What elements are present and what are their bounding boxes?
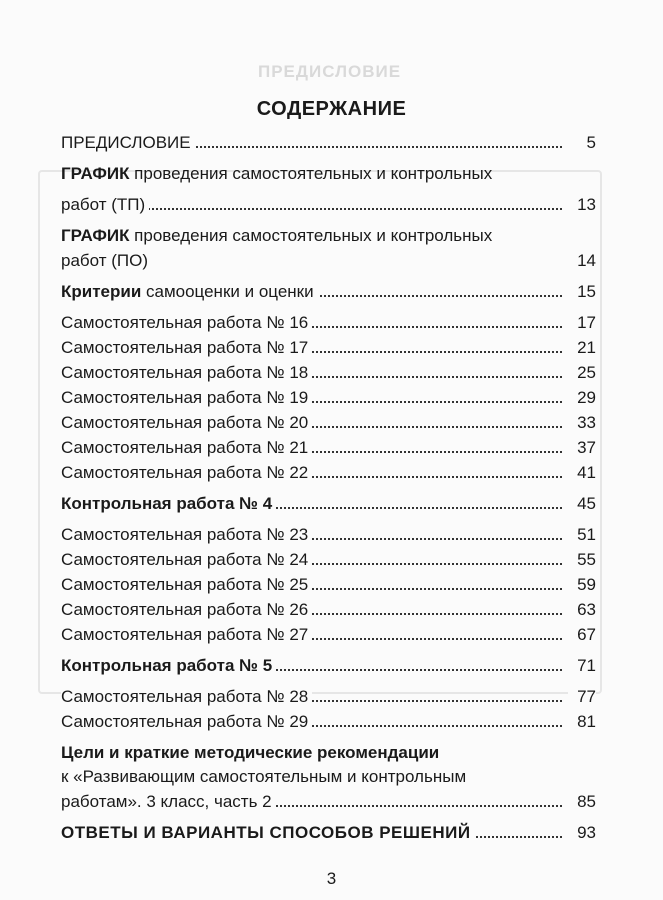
entry-label: Самостоятельная работа № 27: [61, 625, 312, 644]
toc-entry[interactable]: [61, 820, 596, 845]
toc-entry[interactable]: [61, 522, 596, 547]
entry-label: Самостоятельная работа № 21: [61, 438, 312, 457]
entry-page: 51: [568, 522, 596, 547]
entry-label: ПРЕДИСЛОВИЕ: [61, 133, 195, 152]
entry-label: Самостоятельная работа № 25: [61, 575, 312, 594]
entry-label-bold: ГРАФИК: [61, 226, 130, 245]
entry-page: 14: [568, 248, 596, 273]
toc-entry[interactable]: [61, 435, 596, 460]
toc-entry[interactable]: [61, 740, 596, 814]
entry-page: 15: [568, 279, 596, 304]
entry-label: Самостоятельная работа № 29: [61, 712, 312, 731]
toc-entry[interactable]: [61, 161, 596, 217]
toc-entry[interactable]: [61, 709, 596, 734]
entry-label: Самостоятельная работа № 23: [61, 525, 312, 544]
entry-label: Самостоятельная работа № 16: [61, 313, 312, 332]
entry-page: 63: [568, 597, 596, 622]
entry-page: 67: [568, 622, 596, 647]
toc-entry[interactable]: [61, 547, 596, 572]
toc-entry[interactable]: [61, 491, 596, 516]
toc-entry[interactable]: [61, 572, 596, 597]
entry-label-line3: работам». 3 класс, часть 2: [61, 792, 276, 811]
entry-page: 33: [568, 410, 596, 435]
entry-label: Самостоятельная работа № 18: [61, 363, 312, 382]
entry-label-bold: ГРАФИК: [61, 164, 130, 183]
entry-label: Контрольная работа № 4: [61, 494, 276, 513]
toc-entry[interactable]: [61, 410, 596, 435]
toc-entry[interactable]: [61, 460, 596, 485]
entry-label: Самостоятельная работа № 24: [61, 550, 312, 569]
entry-label: Самостоятельная работа № 19: [61, 388, 312, 407]
entry-label-bold: Цели и краткие методические рекомендации: [61, 743, 440, 762]
entry-page: 21: [568, 335, 596, 360]
entry-page: 45: [568, 491, 596, 516]
table-of-contents: [61, 130, 596, 845]
toc-entry[interactable]: [61, 310, 596, 335]
entry-label: Самостоятельная работа № 22: [61, 463, 312, 482]
toc-entry[interactable]: [61, 684, 596, 709]
entry-label: Самостоятельная работа № 20: [61, 413, 312, 432]
entry-page: 37: [568, 435, 596, 460]
toc-entry[interactable]: [61, 653, 596, 678]
entry-label-bold: Критерии: [61, 282, 142, 301]
entry-page: 41: [568, 460, 596, 485]
entry-page: 25: [568, 360, 596, 385]
entry-page: 81: [568, 709, 596, 734]
toc-entry[interactable]: [61, 223, 596, 273]
entry-page: 93: [568, 820, 596, 845]
entry-page: 77: [568, 684, 596, 709]
toc-entry[interactable]: [61, 360, 596, 385]
entry-label: Самостоятельная работа № 26: [61, 600, 312, 619]
toc-entry[interactable]: [61, 622, 596, 647]
entry-label: Самостоятельная работа № 17: [61, 338, 312, 357]
entry-page: 13: [568, 192, 596, 217]
toc-entry[interactable]: [61, 385, 596, 410]
entry-label: проведения самостоятельных и контрольных: [129, 164, 493, 183]
toc-entry[interactable]: [61, 597, 596, 622]
entry-page: 85: [568, 789, 596, 814]
toc-entry[interactable]: [61, 279, 596, 304]
entry-page: 59: [568, 572, 596, 597]
entry-page: 29: [568, 385, 596, 410]
entry-page: 71: [568, 653, 596, 678]
bleed-through-heading: ПРЕДИСЛОВИЕ: [258, 62, 402, 81]
entry-label: проведения самостоятельных и контрольных: [129, 226, 493, 245]
entry-label: Самостоятельная работа № 28: [61, 687, 312, 706]
entry-page: 17: [568, 310, 596, 335]
toc-entry[interactable]: [61, 130, 596, 155]
entry-label: ОТВЕТЫ И ВАРИАНТЫ СПОСОБОВ РЕШЕНИЙ: [61, 823, 475, 842]
entry-label-line2: к «Развивающим самостоятельным и контрольным: [61, 767, 467, 786]
entry-label-line2: работ (ТП): [61, 195, 149, 214]
entry-label: самооценки и оценки: [141, 282, 314, 301]
entry-label: Контрольная работа № 5: [61, 656, 276, 675]
toc-entry[interactable]: [61, 335, 596, 360]
page-number: 3: [326, 869, 337, 888]
page-title: СОДЕРЖАНИЕ: [256, 98, 407, 120]
entry-page: 5: [568, 130, 596, 155]
entry-label-line2: работ (ПО): [61, 251, 152, 270]
entry-page: 55: [568, 547, 596, 572]
